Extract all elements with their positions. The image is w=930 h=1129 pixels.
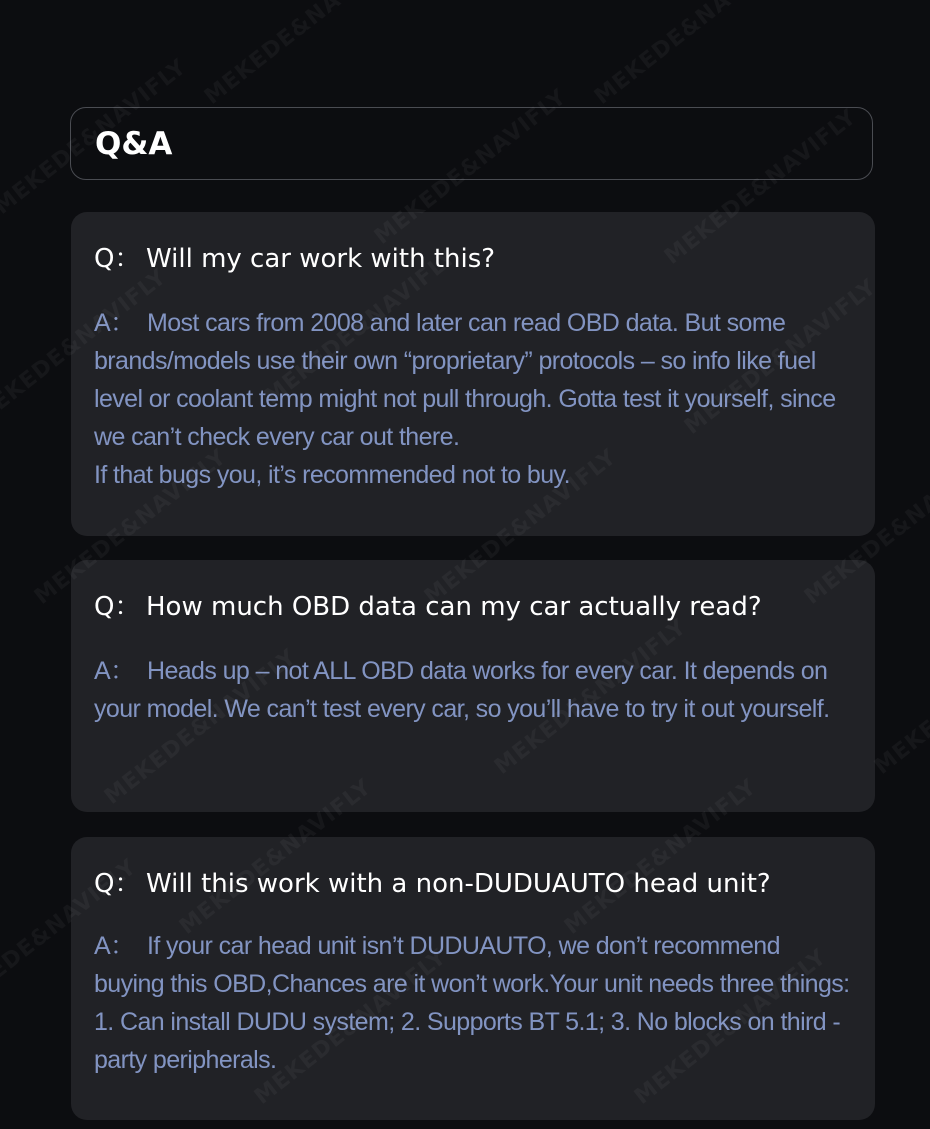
answer-text: Most cars from 2008 and later can read OBD data. But some brands/models use their own “proprietary” protocols – so info like fuel level or coolant temp might not pull through. Gotta test it yourself, since we can’t check every car out there. (94, 309, 836, 451)
faq-question (94, 588, 853, 626)
faq-item (71, 560, 875, 812)
question-prefix: Q： (94, 869, 141, 899)
question-text: Will my car work with this? (146, 244, 496, 274)
answer-text-line2: If that bugs you, it’s recommended not to buy. (94, 461, 570, 489)
answer-text: Heads up – not ALL OBD data works for every car. It depends on your model. We can’t test every car, so you’ll have to try it out yourself. (94, 657, 830, 723)
question-text: Will this work with a non-DUDUAUTO head unit? (146, 869, 771, 899)
watermark (590, 0, 792, 110)
watermark (870, 615, 930, 780)
question-prefix: Q： (94, 244, 141, 274)
qa-section-header (70, 107, 873, 180)
faq-question (94, 240, 853, 278)
question-text: How much OBD data can my car actually read? (146, 592, 762, 622)
answer-text: If your car head unit isn’t DUDUAUTO, we don’t recommend buying this OBD,Chances are it won’t work.Your unit needs three things: 1. Can install DUDU system; 2. Supports BT 5.1; 3. No blocks on third - party peripherals. (94, 932, 850, 1074)
question-prefix: Q： (94, 592, 141, 622)
faq-answer (94, 652, 853, 728)
faq-item (71, 212, 875, 536)
qa-title: Q&A (95, 126, 173, 162)
faq-item (71, 837, 875, 1120)
faq-answer (94, 927, 853, 1079)
faq-answer (94, 304, 853, 494)
watermark (200, 0, 402, 110)
answer-prefix: A： (94, 932, 135, 960)
answer-prefix: A： (94, 657, 135, 685)
answer-prefix: A： (94, 309, 135, 337)
faq-question (94, 865, 853, 903)
